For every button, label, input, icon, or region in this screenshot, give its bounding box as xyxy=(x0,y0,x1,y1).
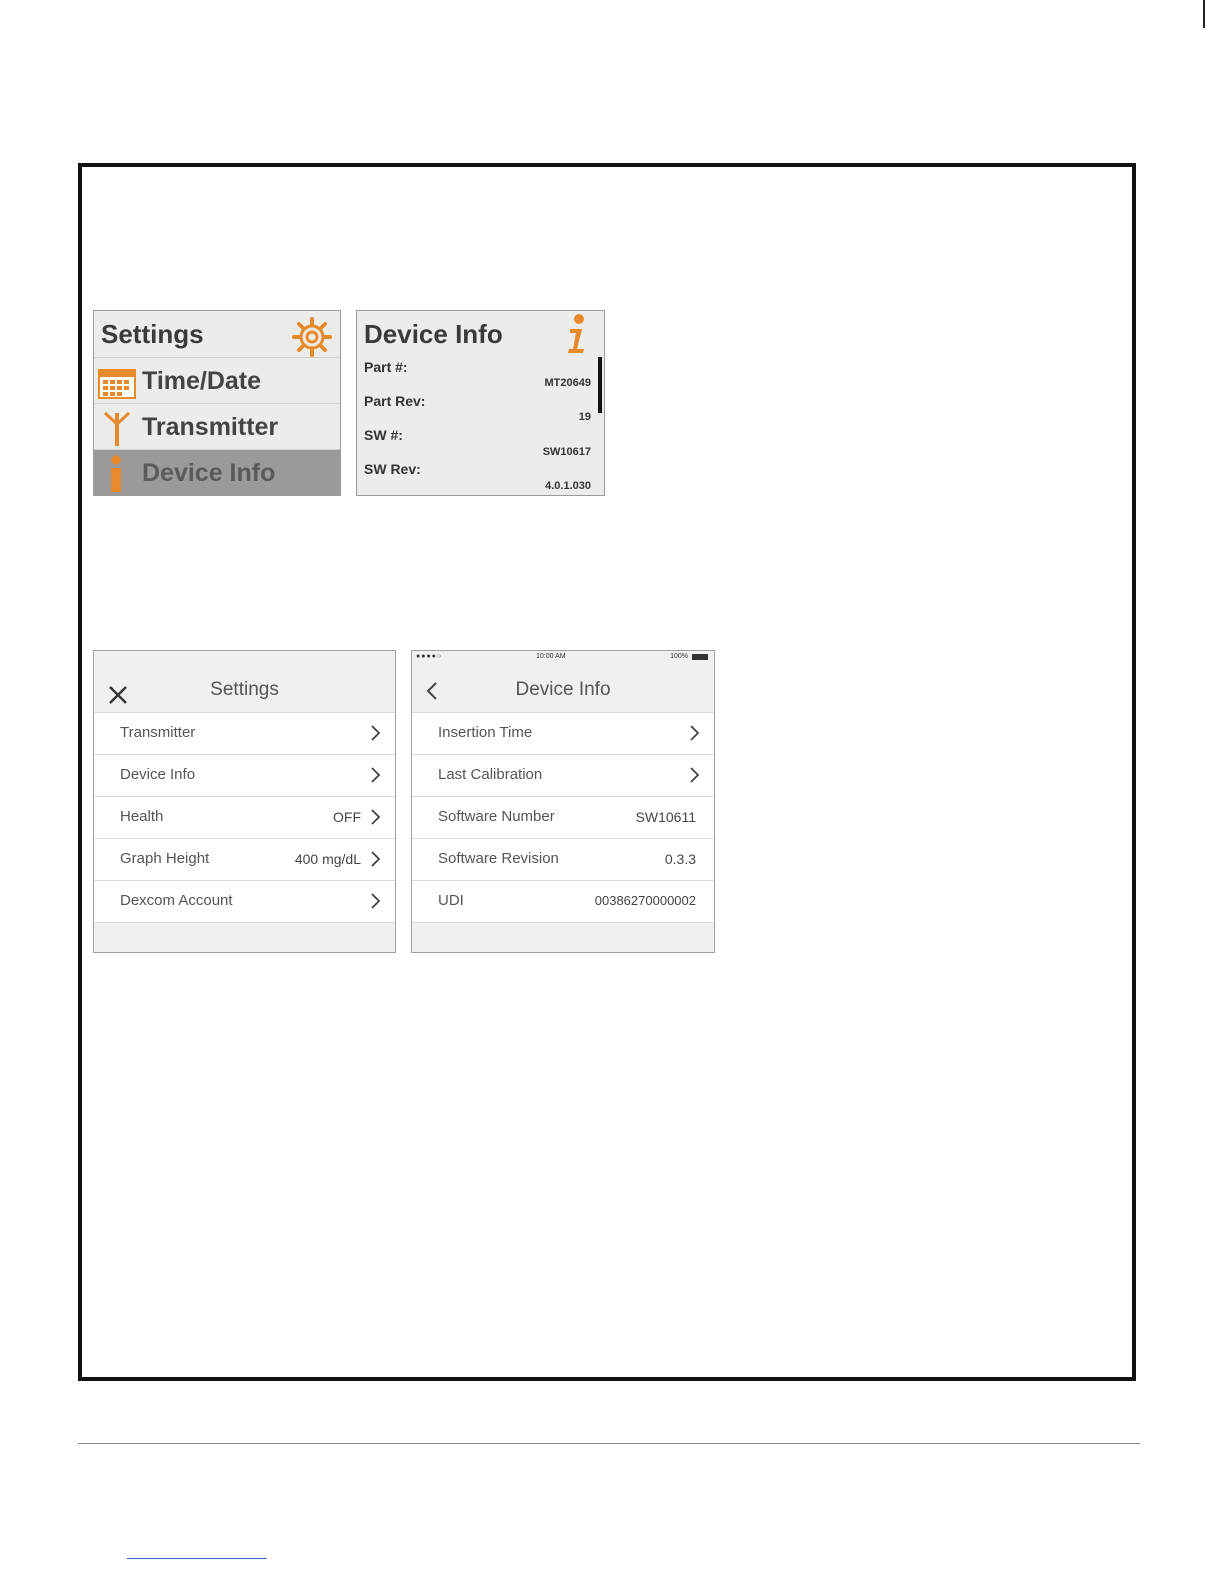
udi-value: 00386270000002 xyxy=(594,893,696,908)
row-label: UDI xyxy=(438,892,464,909)
chevron-right-icon xyxy=(690,767,700,783)
sw-rev-value: 4.0.1.030 xyxy=(545,480,591,492)
app-device-info-list xyxy=(412,712,714,923)
graph-height-value: 400 mg/dL xyxy=(294,851,361,867)
part-number-label: Part #: xyxy=(364,359,408,375)
info-icon xyxy=(106,454,126,494)
receiver-item-device-info[interactable] xyxy=(94,449,340,496)
receiver-settings-title: Settings xyxy=(101,319,204,349)
app-device-info-header xyxy=(412,651,714,712)
app-settings-screen xyxy=(93,650,396,953)
row-label: Graph Height xyxy=(120,850,210,867)
receiver-item-time-date[interactable] xyxy=(94,357,340,404)
receiver-item-label: Device Info xyxy=(142,459,276,487)
status-time: 10:00 AM xyxy=(536,653,566,660)
info-icon xyxy=(562,313,592,355)
receiver-settings-screen xyxy=(93,310,341,496)
app-device-info-title: Device Info xyxy=(515,679,611,700)
row-label: Transmitter xyxy=(120,724,196,741)
chevron-right-icon xyxy=(371,893,381,909)
calendar-icon xyxy=(98,367,136,399)
app-settings-header xyxy=(94,651,395,712)
chevron-right-icon xyxy=(371,725,381,741)
app-settings-title: Settings xyxy=(210,679,279,700)
receiver-device-info-screen xyxy=(356,310,605,496)
app-row-transmitter[interactable] xyxy=(94,712,395,754)
app-row-last-calibration[interactable] xyxy=(412,754,714,796)
antenna-icon xyxy=(102,410,132,448)
part-number-value: MT20649 xyxy=(544,377,591,389)
app-row-udi xyxy=(412,880,714,923)
scrollbar[interactable] xyxy=(598,357,602,413)
app-row-device-info[interactable] xyxy=(94,754,395,796)
receiver-item-label: Transmitter xyxy=(142,413,279,441)
app-row-software-number xyxy=(412,796,714,838)
app-device-info-screen xyxy=(411,650,715,953)
chevron-right-icon xyxy=(371,851,381,867)
row-label: Insertion Time xyxy=(438,724,533,741)
app-row-health[interactable] xyxy=(94,796,395,838)
status-battery: 100% xyxy=(670,653,688,660)
row-label: Dexcom Account xyxy=(120,892,233,909)
signal-icon: ●●●●○ xyxy=(416,653,443,660)
row-label: Software Revision xyxy=(438,850,559,867)
app-settings-list xyxy=(94,712,395,923)
receiver-item-label: Time/Date xyxy=(142,367,262,395)
status-bar xyxy=(412,651,714,665)
sw-rev-label: SW Rev: xyxy=(364,461,421,477)
sw-number-label: SW #: xyxy=(364,427,403,443)
software-revision-value: 0.3.3 xyxy=(664,851,696,867)
health-value: OFF xyxy=(333,809,361,825)
app-row-software-revision xyxy=(412,838,714,880)
footer-divider xyxy=(78,1443,1140,1444)
chevron-right-icon xyxy=(690,725,700,741)
gear-icon xyxy=(290,315,334,359)
app-row-dexcom-account[interactable] xyxy=(94,880,395,923)
part-rev-label: Part Rev: xyxy=(364,393,426,409)
receiver-device-info-title: Device Info xyxy=(364,319,503,349)
row-label: Last Calibration xyxy=(438,766,543,783)
page-edge-rule xyxy=(1203,0,1205,28)
part-rev-value: 19 xyxy=(578,411,591,423)
app-row-graph-height[interactable] xyxy=(94,838,395,880)
software-number-value: SW10611 xyxy=(635,809,696,825)
row-label: Software Number xyxy=(438,808,555,825)
sw-number-value: SW10617 xyxy=(542,446,591,458)
row-label: Health xyxy=(120,808,164,825)
chevron-right-icon xyxy=(371,809,381,825)
app-row-insertion-time[interactable] xyxy=(412,712,714,754)
footer-link-underline[interactable] xyxy=(127,1558,267,1559)
receiver-item-transmitter[interactable] xyxy=(94,403,340,450)
battery-icon xyxy=(692,654,708,660)
row-label: Device Info xyxy=(120,766,196,783)
chevron-right-icon xyxy=(371,767,381,783)
